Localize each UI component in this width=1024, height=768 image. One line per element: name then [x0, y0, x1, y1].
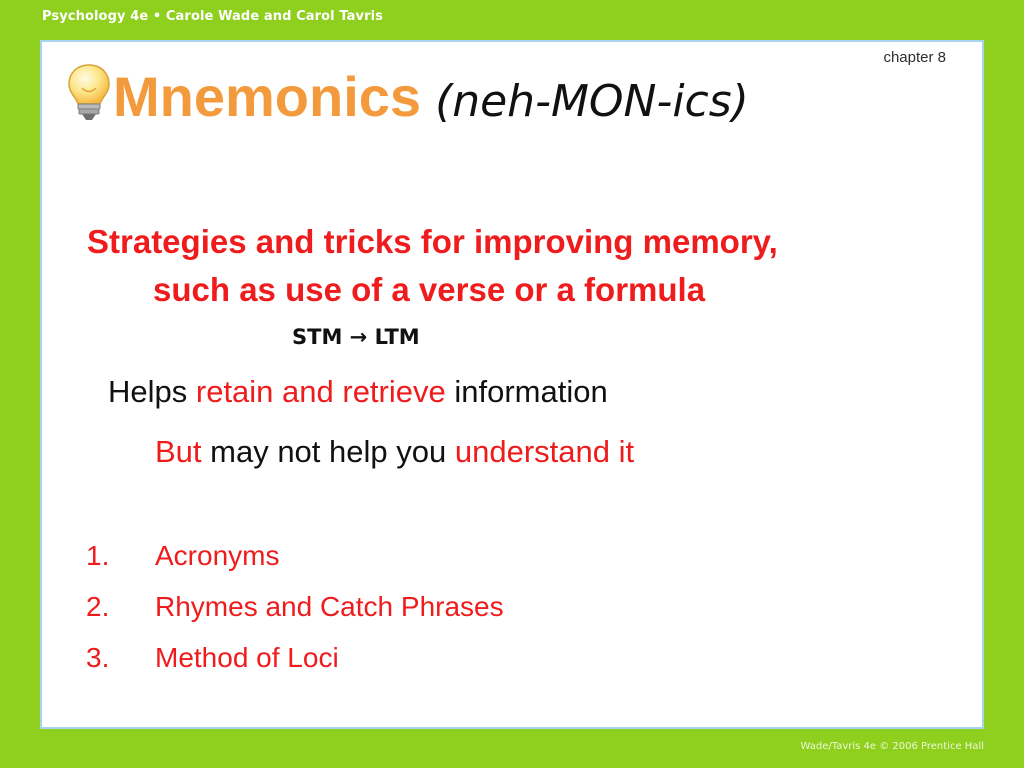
- list-item-number: 2.: [86, 591, 110, 622]
- footer-credit: Wade/Tavris 4e © 2006 Prentice Hall: [800, 741, 984, 752]
- stm-to-ltm: STM → LTM: [292, 325, 420, 349]
- list-item: [86, 591, 504, 642]
- slide-title: [113, 64, 749, 129]
- title-main: Mnemonics: [113, 65, 422, 128]
- list-item-number: 1.: [86, 540, 110, 571]
- list-item-text: Method of Loci: [155, 642, 339, 673]
- helps-line: [108, 374, 608, 410]
- but-middle: may not help you: [201, 434, 455, 469]
- but-line: [155, 434, 634, 470]
- course-header: Psychology 4e • Carole Wade and Carol Tavris: [42, 9, 384, 24]
- chapter-label: chapter 8: [883, 49, 946, 66]
- but-highlight: understand it: [454, 434, 635, 469]
- definition-line-1: Strategies and tricks for improving memory,: [87, 223, 778, 260]
- definition-line-2: such as use of a verse or a formula: [153, 271, 706, 308]
- list-item-number: 3.: [86, 642, 110, 673]
- title-pronunciation: (neh-MON-ics): [435, 76, 749, 127]
- definition-text: [87, 218, 947, 314]
- list-item-text: Rhymes and Catch Phrases: [155, 591, 504, 622]
- helps-highlight: retain and retrieve: [195, 374, 446, 409]
- lightbulb-icon: [64, 62, 114, 124]
- but-prefix: But: [155, 434, 202, 469]
- list-item-text: Acronyms: [155, 540, 280, 571]
- list-item: [86, 540, 504, 591]
- helps-suffix: information: [445, 374, 608, 409]
- list-item: [86, 642, 504, 693]
- helps-prefix: Helps: [108, 374, 196, 409]
- mnemonic-types-list: [86, 540, 504, 693]
